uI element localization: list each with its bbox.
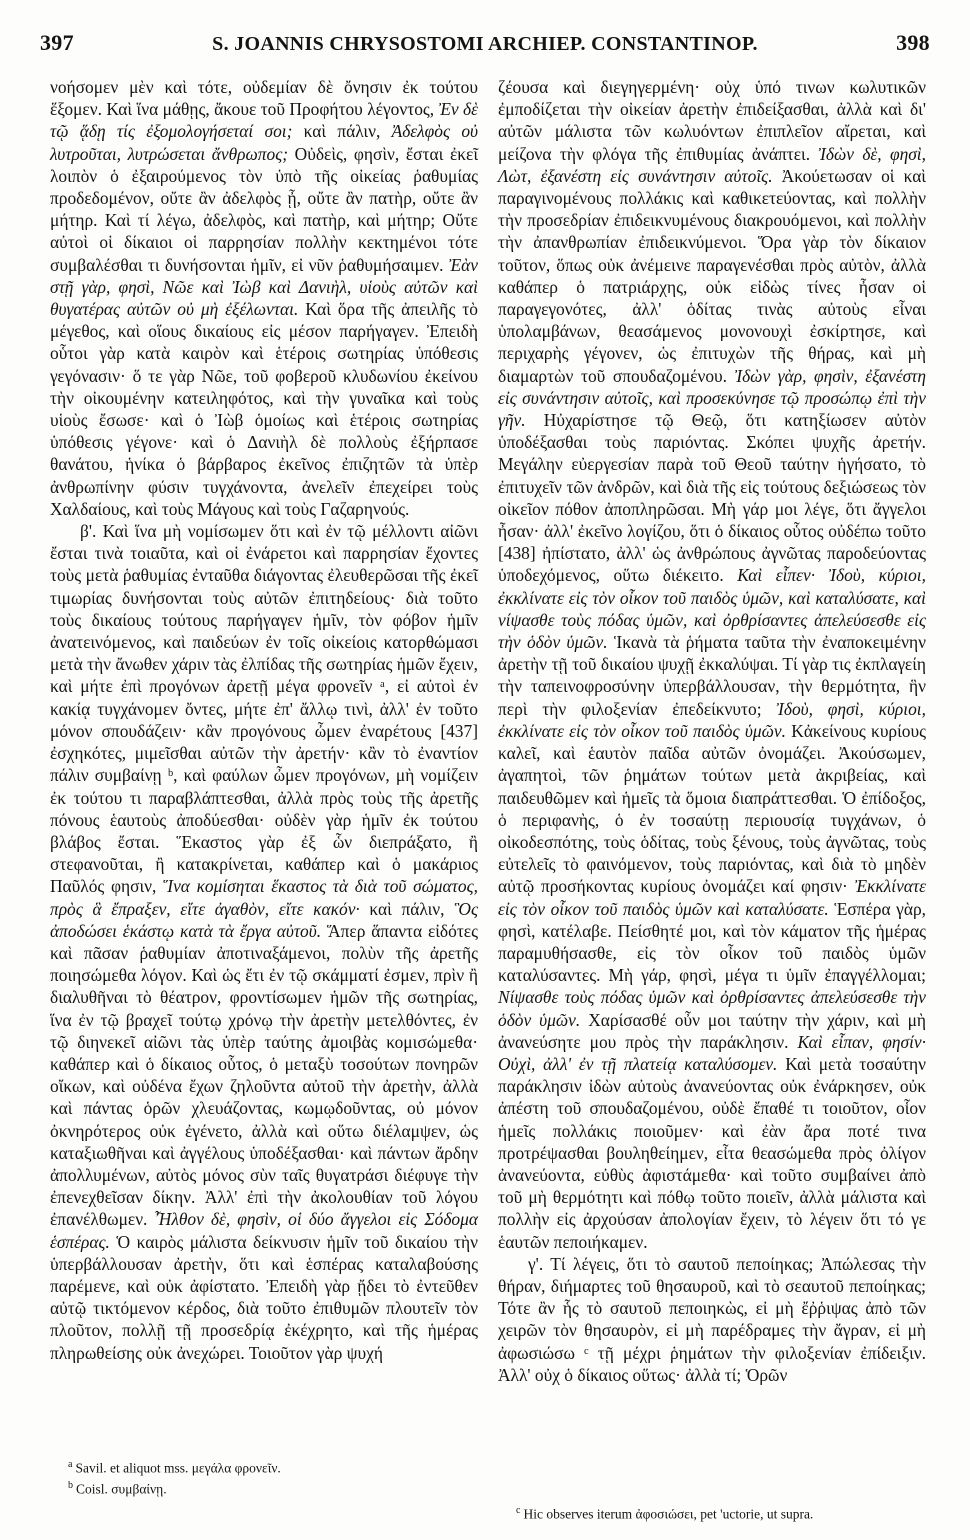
body-text: Ηὐχαρίστησε τῷ Θεῷ, ὅτι κατηξίωσεν αὐτὸν ὑποδέξασθαι τοὺς παριόντας. Σκόπει ψυχῆς ἀρετήν. Μεγάλην εὐεργεσίαν παρὰ τοῦ Θεοῦ ταύτην ἡγήσατο, τὸ ἐπιτυχεῖν τῶν ἀνδρῶν, καὶ διὰ τῆς εἰς τούτους δεξιώσεως τὸν οἰκεῖον πόθον ἀποπληρῶσαι. Μὴ γάρ μοι λέγε, ὅτι ἄγγελοι ἦσαν· ἀλλ' ἐκεῖνο λογίζου, ὅτι ὁ δίκαιος οὗτος οὐδέπω τοῦτο [438] ἠπίστατο, ἀλλ' ὡς ἀνθρώπους ἀγνῶτας παροδεύοντας ὑποδεχόμενος, οὕτω διέκειτο. [498,410,926,586]
right-page-number: 398 [896,30,930,55]
right-footnotes [498,1502,926,1523]
body-text: καὶ πάλιν, [369,898,445,919]
scripture-quote: Καὶ εἶπεν· Ἰδοὺ, κύριοι, ἐκκλίνατε εἰς τὸν οἶκον τοῦ παιδὸς ὑμῶν, καὶ καταλύσατε, καὶ νίψασθε τοὺς πόδας ὑμῶν, καὶ ὀρθρίσαντες ἀπελεύσεσθε εἰς τὴν ὁδὸν ὑμῶν. [498,565,926,653]
scripture-quote: Ἰδὼν δὲ, φησὶ, Λὼτ, ἐξανέστη εἰς συνάντησιν αὐτοῖς. [498,143,926,186]
scripture-quote: Ἐκκλίνατε εἰς τὸν οἶκον τοῦ παιδὸς ὑμῶν καὶ καταλύσατε. [498,876,926,919]
scripture-quote: Ἰδὼν γὰρ, φησὶν, ἐξανέστη εἰς συνάντησιν αὐτοῖς, καὶ προσεκύνησε τῷ προσώπῳ ἐπὶ τὴν γῆν. [498,365,926,431]
scripture-quote: Νίψασθε τοὺς πόδας ὑμῶν καὶ ὀρθρίσαντες ἀπελεύσεσθε τὴν ὁδὸν ὑμῶν. [498,987,926,1030]
body-text: Καὶ μετὰ τοσαύτην παράκλησιν ἰδὼν αὐτοὺς ἀνανεύοντας οὐκ ἐνάρκησεν, οὐκ ἀπέστη τοῦ σπουδαζομένου, οὐδὲ ἔπαθέ τι τοιοῦτον, οἷον ἡμεῖς πολλάκις ποιοῦμεν· καὶ ἐὰν ἄρα ποτέ τινα προτρέψασθαι βουληθείημεν, εἶτα θεασώμεθα πρὸς ὀλίγον ἀνανεύοντα, εὐθὺς ἀφιστάμεθα· καὶ τοῦτο συμβαίνει ἀπὸ τοῦ μὴ θερμότητι καὶ πόθῳ τοῦτο ποιεῖν, ἀλλὰ μάλιστα καὶ πολλὴν εἰς ἀρχούσαν ἀπολογίαν ἔχειν, τὸ λέγειν ὅτι τό γε ἑαυτῶν πεποιήκαμεν. [498,1053,926,1252]
footnote-c [498,1502,926,1523]
paragraph [50,76,478,520]
paragraph [50,520,478,1364]
scripture-quote: Ἀδελφὸς οὐ λυτροῦται, λυτρώσεται ἄνθρωπος; [50,121,478,164]
scripture-quote: Ἰδοὺ, φησὶ, κύριοι, ἐκκλίνατε εἰς τὸν οἶκον τοῦ παιδὸς ὑμῶν. [498,698,926,741]
body-text: Οὐδεὶς, φησὶν, ἔσται ἐκεῖ λοιπὸν ὁ ἐξαιρούμενος τὸν ὑπὸ τῆς οἰκείας ῥαθυμίας προδεδομένον, οὔτε ἂν ἀδελφὸς ᾖ, οὔτε ἂν πατὴρ, οὔτε ἂν μήτηρ. Καὶ τί λέγω, ἀδελφὸς, καὶ πατὴρ, καὶ μήτηρ; Οὔτε αὐτοὶ οἱ δίκαιοι οἱ παρρησίαν πολλὴν κεκτημένοι τότε συμβαλέσθαι τι δυνήσονται ἡμῖν, εἰ νῦν ῥαθυμήσαιμεν. [50,143,478,275]
scripture-quote: Ἐὰν στῇ γὰρ, φησὶ, Νῶε καὶ Ἰὼβ καὶ Δανιὴλ, υἱοὺς αὐτῶν καὶ θυγατέρας αὐτῶν οὐ μὴ ἐξέλωνται. [50,254,478,320]
scripture-quote: Καὶ εἶπαν, φησίν· Οὐχὶ, ἀλλ' ἐν τῇ πλατείᾳ καταλύσομεν. [498,1031,926,1074]
left-footnotes [50,1456,478,1497]
body-text: νοήσομεν μὲν καὶ τότε, οὐδεμίαν δὲ ὄνησιν ἐκ τούτου ἕξομεν. Καὶ ἵνα μάθῃς, ἄκουε τοῦ Προφήτου λέγοντος, [50,77,478,120]
body-text: Ἱκανὰ τὰ ῥήματα ταῦτα τὴν ἐναποκειμένην ἀρετὴν τῇ τοῦ δικαίου ψυχῇ ἐκκαλύψαι. Τί γὰρ τις ἐκπλαγείη τὴν ταπεινοφροσύνην ὑπερβάλλουσαν, τὴν θερμότητα, ἣν περὶ τὴν φιλοξενίαν ἐπεδείκνυτο; [498,632,926,719]
body-text: ζέουσα καὶ διεγηγερμένη· οὐχ ὑπό τινων κωλυτικῶν ἐμποδίζεται τὴν οἰκείαν ἀρετὴν ἐπιδείξασθαι, ἀλλὰ καὶ δι' αὐτῶν μάλιστα τῶν κωλυόντων ἐπιπλεῖον αἴρεται, καὶ μείζονα τὴν φλόγα τῆς ἐπιθυμίας ἀνάπτει. [498,77,926,164]
scripture-quote: Ἐν δὲ τῷ ᾅδῃ τίς ἐξομολογήσεταί σοι; [50,99,478,142]
left-page-number: 397 [40,30,74,55]
left-column [50,76,478,1364]
footnote-text: Coisl. συμβαίνῃ. [76,1481,167,1496]
running-title: S. JOANNIS CHRYSOSTOMI ARCHIEP. CONSTANTINOP. [212,33,758,55]
footnote-mark: c [516,1505,521,1516]
paragraph [498,1253,926,1386]
body-text: Χαρίσασθέ οὖν μοι ταύτην τὴν χάριν, καὶ μὴ ἀνανεύσητε μου πρὸς τὴν παράκλησιν. [498,1009,926,1052]
footnote-a [50,1456,478,1477]
body-text: γ'. Τί λέγεις, ὅτι τὸ σαυτοῦ πεποίηκας; Ἀπώλεσας τὴν θήραν, διήμαρτες τοῦ θησαυροῦ, καὶ τὸ σεαυτοῦ πεποίηκας; Τότε ἂν ἧς τὸ σαυτοῦ πεποιηκὼς, εἰ μὴ ἔῤῥιψας ἀπὸ τῶν χειρῶν τὸν θησαυρὸν, εἰ μὴ παρέδραμες τὴν ἄγραν, εἰ μὴ ἀφωσιώσω ᶜ τῇ μέχρι ῥημάτων τὴν φιλοξενίαν ἐπίδειξιν. Ἀλλ' οὐχ ὁ δίκαιος οὕτως· ἀλλὰ τί; Ὁρῶν [498,1253,926,1385]
running-header [40,30,930,70]
body-text: Κἀκείνους κυρίους καλεῖ, καὶ ἑαυτὸν παῖδα αὐτῶν ὀνομάζει. Ἀκούσωμεν, ἀγαπητοὶ, τῶν ῥημάτων τούτων μετὰ ἀκριβείας, καὶ παιδευθῶμεν καὶ ἡμεῖς τὰ ὅμοια διαπράττεσθαι. Ὁ ἐπίδοξος, ὁ περιφανὴς, ὁ ἐν τοσαύτῃ περιουσίᾳ τυγχάνων, ὁ οἰκοδεσπότης, τοὺς ὁδίτας, τοὺς ξένους, τοὺς ἀγνῶτας, τοὺς εὐτελεῖς τὸ φαινόμενον, τοὺς παριόντας, καὶ διὰ τὸ μηδὲν αὐτῷ προσήκοντας κυρίους ὀνομάζει καί φησιν· [498,720,926,897]
body-text: Ἀκούετωσαν οἱ καὶ παραγινομένους πολλάκις καὶ καθικετεύοντας, καὶ πολλὴν τὴν προσεδρίαν ἐπιδεικνυμένους διακρουόμενοι, καὶ πολλὴν τὴν ἀπανθρωπίαν ἐπιδεικνύμενοι. Ὅρα γὰρ τὸν δίκαιον τοῦτον, ὅπως οὐκ ἀνέμεινε παραγενέσθαι πρὸς αὐτὸν, ἀλλὰ καθάπερ ὁ πατριάρχης, οὐκ εἰδὼς τίνες ἦσαν οἱ παραγεγονότες, ἀλλ' ὁδίτας τινὰς αὐτοὺς εἶναι ὑπολαμβάνων, θεασάμενος μονονουχὶ ἐσκίρτησε, καὶ περιχαρὴς γέγονεν, ὡς ἐπιτυχὼν τῆς θήρας, καὶ μὴ διαμαρτὼν τοῦ σπουδαζομένου. [498,165,926,386]
footnote-text: Savil. et aliquot mss. μεγάλα φρονεῖν. [75,1460,281,1476]
footnote-mark: a [68,1459,73,1470]
body-text: Καὶ ὅρα τῆς ἀπειλῆς τὸ μέγεθος, καὶ οἵους δικαίους εἰς μέσον παρήγαγεν. Ἐπειδὴ οὗτοι γὰρ κατὰ καιρὸν καὶ ἑτέροις σωτηρίας ὑπόθεσις γεγόνασιν· ὅ τε γὰρ Νῶε, τοῦ φοβεροῦ κλυδωνίου ἐκείνου τὴν οἰκουμένην κατειληφότος, καὶ τὴν γυναῖκα καὶ τοὺς υἱοὺς ἔσωσε· καὶ ὁ Ἰὼβ ὁμοίως καὶ ἑτέροις σωτηρίας ὑπόθεσις γέγονε· καὶ ὁ Δανιὴλ δὲ πολλοὺς ἐξήρπασε θανάτου, ἡνίκα ὁ βάρβαρος ἐκεῖνος ἐπιζητῶν τὰ ὑπὲρ ἀνθρωπίνην φύσιν τυγχάνοντα, ἀνελεῖν ἐπεχείρει τοὺς Χαλδαίους, καὶ τοὺς Μάγους καὶ τοὺς Γαζαρηνούς. [50,299,478,519]
footnote-text: Hic observes iterum ἀφοσιώσει, pet 'uctorie, ut supra. [523,1506,814,1522]
scripture-quote: Ὃς ἀποδώσει ἑκάστῳ κατὰ τὰ ἔργα αὐτοῦ. [50,898,479,941]
body-text: Ὁ καιρὸς μάλιστα δείκνυσιν ἡμῖν τοῦ δικαίου τὴν ὑπερβάλλουσαν ἀρετὴν, ὅτι καὶ ἑσπέρας καταλαβούσης παρέμενε, καὶ οὐκ ἀφίστατο. Ἐπειδὴ γὰρ ᾔδει τὸ ἐντεῦθεν αὐτῷ τικτόμενον κέρδος, διὰ τοῦτο ἐπιθυμῶν πλουτεῖν τὸν πλοῦτον, πολλῇ τῇ προσεδρίᾳ ἐκέχρητο, καὶ τῆς ἡμέρας πληρωθείσης οὐκ ἀνεχώρει. Τοιοῦτον γὰρ ψυχή [50,1231,478,1363]
footnote-mark: b [68,1479,73,1491]
footnote-b [50,1477,478,1498]
body-text: β'. Καὶ ἵνα μὴ νομίσωμεν ὅτι καὶ ἐν τῷ μέλλοντι αἰῶνι ἔσται τινὰ τοιαῦτα, καὶ οἱ ἐνάρετοι καὶ παρρησίαν ἔχοντες τοὺς μετὰ ῥαθυμίας ἐνταῦθα διάγοντας ἐλευθερῶσαι τῆς ἐκεῖ τιμωρίας δυνήσονται τοὺς αὐτῶν ἐπιτηδείους· διὰ τοῦτο τοὺς δικαίους τούτους παρήγαγεν ἡμῖν, τὸν φόβον ἡμῖν ἀνατεινόμενος, καὶ παιδεύων ἐν τοῖς οἰκείοις κατορθώμασι μετὰ τὴν ἄνωθεν χάριν τὰς ἐλπίδας τῆς σωτηρίας ἡμῶν ἔχειν, καὶ μήτε ἐπὶ προγόνων ἀρετῇ μέγα φρονεῖν ᵃ, εἰ αὐτοὶ ἐν κακίᾳ τυγχάνομεν ὄντες, μήτε ἐπ' ἄλλῳ τινὶ, ἀλλ' ἐν τοῦτο μόνον σπουδάζειν· κἂν προγόνους ὦμεν ἐναρέτους [437] ἐσχηκότες, μιμεῖσθαι αὐτῶν τὴν ἀρετήν· κἂν τὸ ἐναντίον πάλιν συμβαίνῃ ᵇ, καὶ φαύλων ὦμεν προγόνων, μὴ νομίζειν ἐκ τούτου τι παραβλάπτεσθαι, ἀλλὰ πρὸς τοὺς τῆς ἀρετῆς πόνους ἑαυτοὺς ἀποδύεσθαι· οὐδὲν γὰρ ἡμῖν ἐκ τούτου βλάβος ἔσται. Ἕκαστος γὰρ ἐξ ὧν διεπράξατο, ἢ στεφανοῦται, ἢ κατακρίνεται, καθάπερ καὶ ὁ μακάριος Παῦλός φησιν, [50,521,478,897]
scripture-quote: Ἦλθον δὲ, φησὶν, οἱ δύο ἄγγελοι εἰς Σόδομα ἑσπέρας. [50,1209,478,1252]
body-text: Ἑσπέρα γὰρ, φησὶ, κατέλαβε. Πείσθητέ μοι, καὶ τὸν κάματον τῆς ἡμέρας παραμυθήσασθε, εἰς τὸν οἶκον τοῦ παιδὸς ὑμῶν καταλύσαντες. Μὴ γάρ, φησὶ, μέγα τι ὑμῖν ἐπαγγέλλομαι; [498,898,926,986]
paragraph [498,76,926,1253]
body-text: Ἅπερ ἅπαντα εἰδότες καὶ πᾶσαν ῥαθυμίαν ἀποτιναξάμενοι, πολὺν τῆς ἀρετῆς ποιησώμεθα λόγον. Καὶ ὡς ἔτι ἐν τῷ σκάμματί ἐσμεν, πρὶν ἢ διαλυθῆναι τὸ θέατρον, φροντίσωμεν ἡμῶν τῆς σωτηρίας, ἵνα ἐν τῷ βραχεῖ τούτῳ χρόνῳ τὴν ἀρετὴν μετελθόντες, ἐν τῷ διηνεκεῖ αἰῶνι τὰς ὑπὲρ ταύτης ἀμοιβὰς κομισώμεθα· καθάπερ καὶ ὁ δίκαιος οὗτος, ὁ μεταξὺ τοσούτων πονηρῶν οἴκων, καὶ οὐδένα ἔχων ζηλοῦντα αὐτοῦ τὴν ἀρετὴν, ἀλλὰ καὶ πάντας ὁρῶν χλευάζοντας, κωμῳδοῦντας, οὐ μόνον ὀκνηρότερος οὐκ ἐγένετο, ἀλλὰ καὶ οὕτω διέλαμψεν, ὡς καταξιωθῆναι καὶ ἀγγέλους ὑποδέξασθαι· καὶ πάντων ἄρδην ἀπολλυμένων, αὐτὸς μόνος σὺν ταῖς θυγατράσι διέφυγε τὴν ἐπενεχθεῖσαν δίκην. Ἀλλ' ἐπὶ τὴν ἀκολουθίαν τοῦ λόγου ἐπανέλθωμεν. [50,920,478,1230]
scripture-quote: Ἵνα κομίσηται ἕκαστος τὰ διὰ τοῦ σώματος, πρὸς ἃ ἔπραξεν, εἴτε ἀγαθὸν, εἴτε κακόν· [50,876,478,919]
right-column [498,76,926,1386]
body-text: καὶ πάλιν, [303,121,381,142]
